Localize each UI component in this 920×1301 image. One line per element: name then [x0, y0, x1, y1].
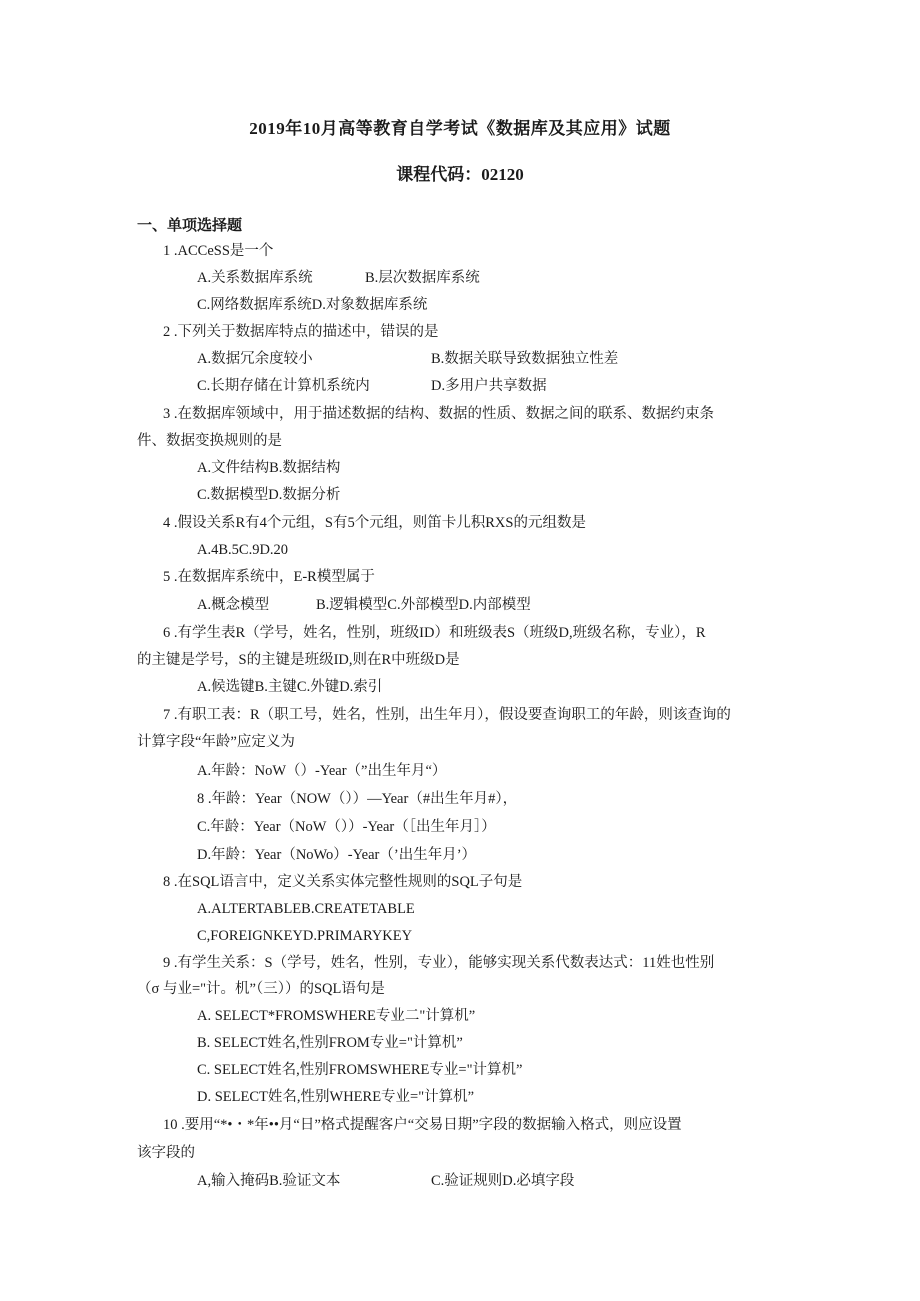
question-2-option-c: C.长期存储在计算机系统内 — [197, 378, 370, 394]
question-9-option-d: D. SELECT姓名,性别WHERE专业="计算机” — [197, 1089, 475, 1105]
question-10-stem-line2: 该字段的 — [137, 1145, 195, 1161]
question-7-stem-line2: 计算字段“年龄”应定义为 — [137, 734, 295, 750]
question-5-options-bcd: B.逻辑模型C.外部模型D.内部模型 — [316, 597, 531, 613]
question-2-option-d: D.多用户共享数据 — [431, 378, 547, 394]
question-7-option-c: C.年龄：Year（NoW（））-Year（［出生年月］） — [197, 819, 496, 835]
question-4-options: A.4B.5C.9D.20 — [197, 542, 289, 558]
question-7-option-a: A.年龄：NoW（）-Year（”出生年月“） — [197, 763, 447, 779]
question-2-option-a: A.数据冗余度较小 — [197, 351, 313, 367]
question-10-options-ab: A,输入掩码B.验证文本 — [197, 1173, 341, 1189]
question-1-options-cd: C.网络数据库系统D.对象数据库系统 — [197, 297, 428, 313]
question-3-options-ab: A.文件结构B.数据结构 — [197, 460, 341, 476]
question-6-stem-line2: 的主键是学号，S的主键是班级ID,则在R中班级D是 — [137, 652, 460, 668]
question-1-option-a: A.关系数据库系统 — [197, 270, 313, 286]
question-6-stem-line1: 6 .有学生表R（学号，姓名，性别，班级ID）和班级表S（班级D,班级名称，专业），R — [163, 625, 706, 641]
question-3-stem-line1: 3 .在数据库领域中，用于描述数据的结构、数据的性质、数据之间的联系、数据约束条 — [163, 406, 714, 422]
question-6-options: A.候选键B.主键C.外键D.索引 — [197, 679, 383, 695]
question-2-option-b: B.数据关联导致数据独立性差 — [431, 351, 619, 367]
question-9-option-c: C. SELECT姓名,性别FROMSWHERE专业="计算机” — [197, 1062, 523, 1078]
question-5-option-a: A.概念模型 — [197, 597, 270, 613]
question-3-options-cd: C.数据模型D.数据分析 — [197, 487, 341, 503]
question-9-option-b: B. SELECT姓名,性别FROM专业="计算机” — [197, 1035, 463, 1051]
question-7-option-d: D.年龄：Year（NoWo）-Year（’出生年月’） — [197, 847, 477, 863]
question-8-options-ab: A.ALTERTABLEB.CREATETABLE — [197, 901, 415, 917]
question-5-stem: 5 .在数据库系统中，E-R模型属于 — [163, 569, 375, 585]
question-1-option-b: B.层次数据库系统 — [365, 270, 480, 286]
question-7-stem-line1: 7 .有职工表：R（职工号，姓名，性别，出生年月），假设要查询职工的年龄，则该查询的 — [163, 707, 731, 723]
question-9-stem-line1: 9 .有学生关系：S（学号，姓名，性别，专业），能够实现关系代数表达式：11姓也性别 — [163, 955, 715, 971]
section-heading: 一、单项选择题 — [137, 218, 243, 234]
course-code: 课程代码：02120 — [396, 165, 524, 184]
question-1-stem: 1 .ACCeSS是一个 — [163, 243, 274, 259]
page-title: 2019年10月高等教育自学考试《数据库及其应用》试题 — [249, 119, 671, 138]
question-2-stem: 2 .下列关于数据库特点的描述中，错误的是 — [163, 324, 439, 340]
question-8-options-cd: C,FOREIGNKEYD.PRIMARYKEY — [197, 928, 413, 944]
question-8-stem: 8 .在SQL语言中，定义关系实体完整性规则的SQL子句是 — [163, 874, 523, 890]
question-10-options-cd: C.验证规则D.必填字段 — [431, 1173, 575, 1189]
question-9-option-a: A. SELECT*FROMSWHERE专业二"计算机” — [197, 1008, 476, 1024]
question-9-stem-line2: （σ 与业="计。机”（三））的SQL语句是 — [137, 981, 385, 997]
question-10-stem-line1: 10 .要用“*•・*年••月“日”格式提醒客户“交易日期”字段的数据输入格式，则应设置 — [163, 1117, 682, 1133]
question-4-stem: 4 .假设关系R有4个元组，S有5个元组，则笛卡儿积RXS的元组数是 — [163, 515, 586, 531]
question-3-stem-line2: 件、数据变换规则的是 — [137, 433, 282, 449]
question-7-option-b: 8 .年龄：Year（NOW（））—Year（#出生年月#）， — [197, 791, 518, 807]
